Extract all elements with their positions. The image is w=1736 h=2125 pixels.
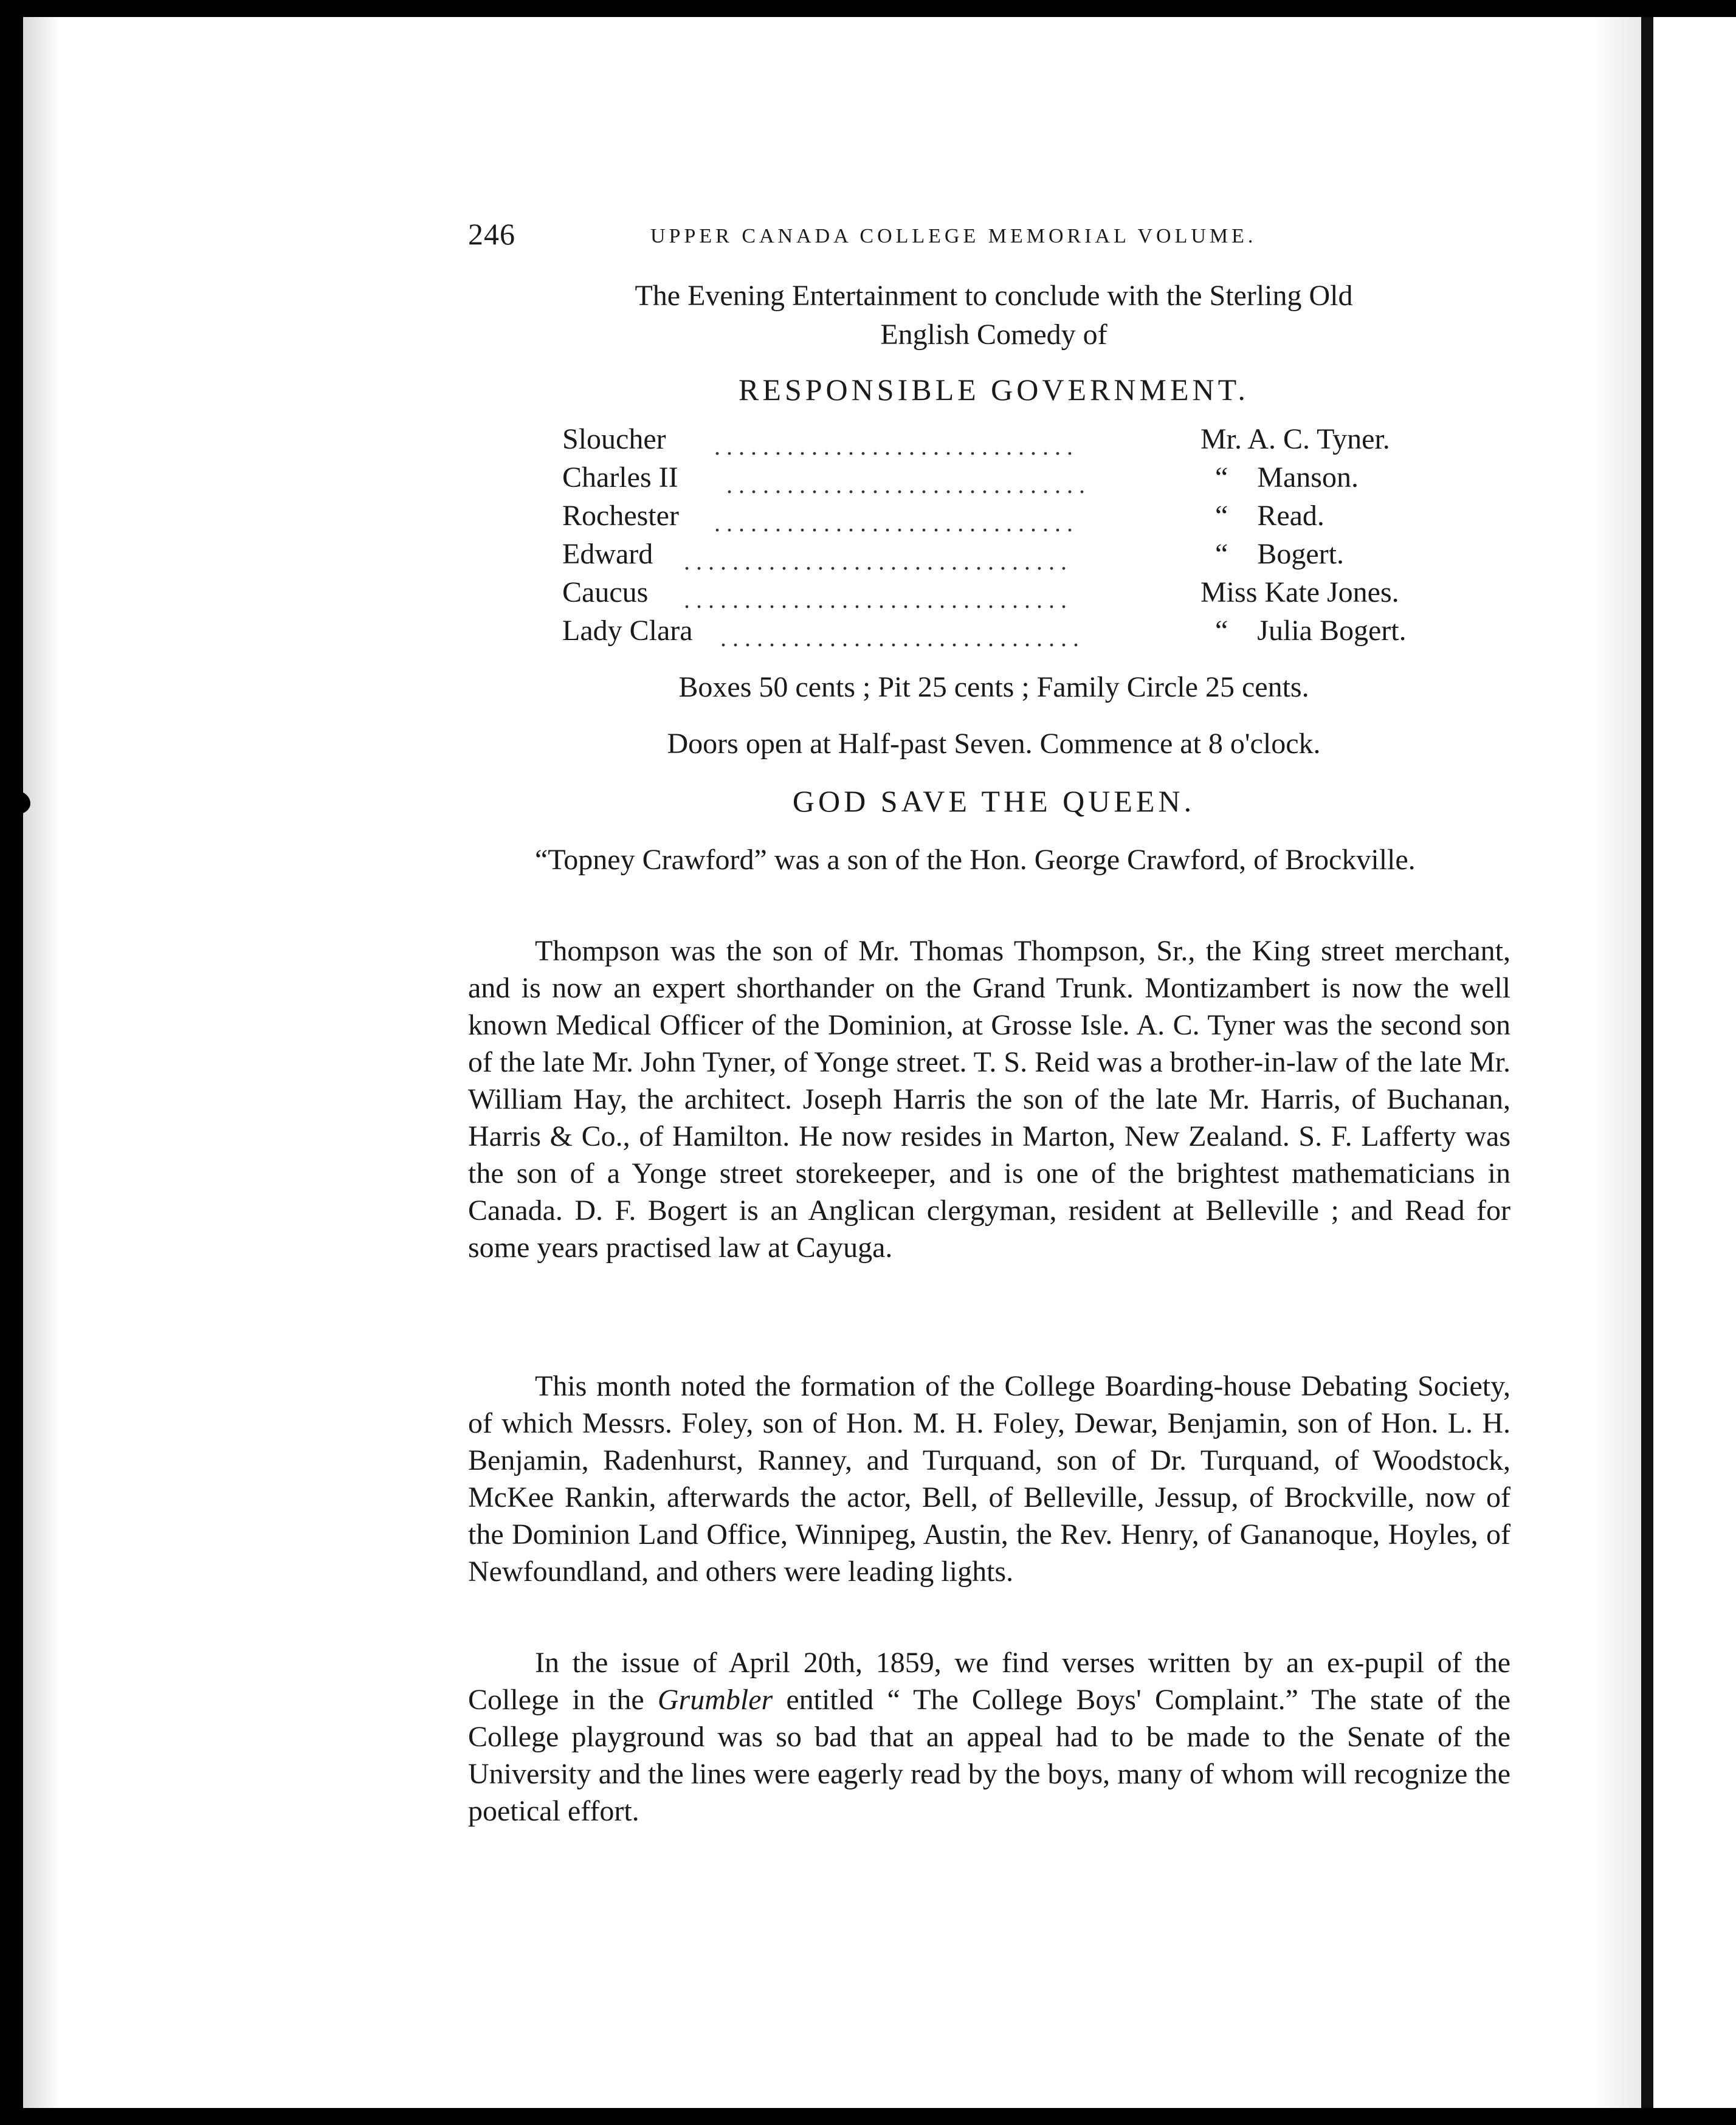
leader-dots: ................................	[684, 586, 1073, 613]
scan-border-right	[1641, 17, 1653, 2108]
cast-actor: Miss Kate Jones.	[1200, 576, 1399, 608]
publication-title: Grumbler	[657, 1684, 773, 1716]
intro-line-1: The Evening Entertainment to conclude with the Sterling Old	[635, 280, 1353, 312]
paragraph-thompson	[468, 932, 1510, 1266]
play-title: RESPONSIBLE GOVERNMENT.	[739, 373, 1249, 407]
cast-row	[562, 537, 1438, 576]
cast-role: Sloucher	[562, 423, 666, 455]
paragraph-crawford	[468, 841, 1510, 878]
cast-actor: “ Read.	[1200, 500, 1324, 532]
intro-line-2: English Comedy of	[880, 319, 1107, 351]
anthem-line: GOD SAVE THE QUEEN.	[792, 784, 1196, 818]
cast-role: Lady Clara	[562, 615, 693, 647]
cast-role: Rochester	[562, 500, 679, 532]
paragraph-grumbler	[468, 1644, 1510, 1830]
cast-actor: Mr. A. C. Tyner.	[1200, 423, 1390, 455]
running-head	[468, 216, 1325, 259]
scan-border-top	[0, 0, 1736, 17]
cast-row	[562, 499, 1438, 537]
cast-list	[562, 422, 1438, 652]
cast-row	[562, 576, 1438, 614]
leader-dots: ..............................	[714, 509, 1079, 537]
scan-border-bottom	[0, 2108, 1736, 2125]
entertainment-intro	[468, 277, 1520, 354]
scan-border-left	[0, 0, 23, 2125]
cast-actor: “ Bogert.	[1200, 538, 1344, 570]
paragraph-text: In the issue of April 20th, 1859, we find verses written by an ex-pupil of the College in the	[468, 1647, 1510, 1716]
cast-row	[562, 422, 1438, 461]
page-edge-shadow	[1593, 17, 1641, 2108]
page-number: 246	[468, 217, 515, 251]
cast-role: Edward	[562, 538, 653, 570]
cast-role: Caucus	[562, 576, 649, 608]
cast-actor: “ Julia Bogert.	[1200, 615, 1407, 647]
paragraph-text: entitled “ The College Boys' Complaint.” The state of the College playground was so bad that an appeal had to be made to the Senate of the University and the lines were eagerly read by the boys, many of whom will recognize the poetical effort.	[468, 1684, 1511, 1827]
paragraph-text: “Topney Crawford” was a son of the Hon. George Crawford, of Brockville.	[535, 844, 1416, 876]
facing-page-margin	[1653, 17, 1736, 2108]
scan-smudge	[0, 790, 30, 815]
ticket-prices: Boxes 50 cents ; Pit 25 cents ; Family Circle 25 cents.	[678, 671, 1309, 703]
cast-row	[562, 614, 1438, 652]
leader-dots: ..............................	[714, 433, 1079, 460]
paragraph-debating-society	[468, 1368, 1510, 1590]
page-gutter-shadow	[23, 17, 60, 2108]
cast-role: Charles II	[562, 461, 678, 494]
paragraph-text: This month noted the formation of the College Boarding-house Debating Society, of which Messrs. Foley, son of Hon. M. H. Foley, Dewar, Benjamin, son of Hon. L. H. Benjamin, Radenhurst, Ranney, and Turquand, son of Dr. Turquand, of Woodstock, McKee Rankin, afterwards the actor, Bell, of Belleville, Jessup, of Brockville, now of the Dominion Land Office, Winnipeg, Austin, the Rev. Henry, of Gananoque, Hoyles, of Newfoundland, and others were leading lights.	[468, 1370, 1510, 1588]
running-title: UPPER CANADA COLLEGE MEMORIAL VOLUME.	[650, 225, 1257, 247]
cast-actor: “ Manson.	[1200, 461, 1359, 494]
paragraph-text: Thompson was the son of Mr. Thomas Thompson, Sr., the King street merchant, and is now an expert shorthander on the Grand Trunk. Montizambert is now the well known Medical Officer of the Dominion, at Grosse Isle. A. C. Tyner was the second son of the late Mr. John Tyner, of Yonge street. T. S. Reid was a brother-in-law of the late Mr. William Hay, the architect. Joseph Harris the son of the late Mr. Harris, of Buchanan, Harris & Co., of Hamilton. He now resides in Marton, New Zealand. S. F. Lafferty was the son of a Yonge street storekeeper, and is one of the brightest mathematicians in Canada. D. F. Bogert is an Anglican clergyman, resident at Belleville ; and Read for some years practised law at Cayuga.	[468, 935, 1510, 1264]
door-times: Doors open at Half-past Seven. Commence at 8 o'clock.	[667, 728, 1321, 760]
leader-dots: ..............................	[726, 471, 1091, 498]
cast-row	[562, 461, 1438, 499]
leader-dots: ................................	[684, 548, 1073, 575]
leader-dots: ..............................	[720, 624, 1085, 652]
